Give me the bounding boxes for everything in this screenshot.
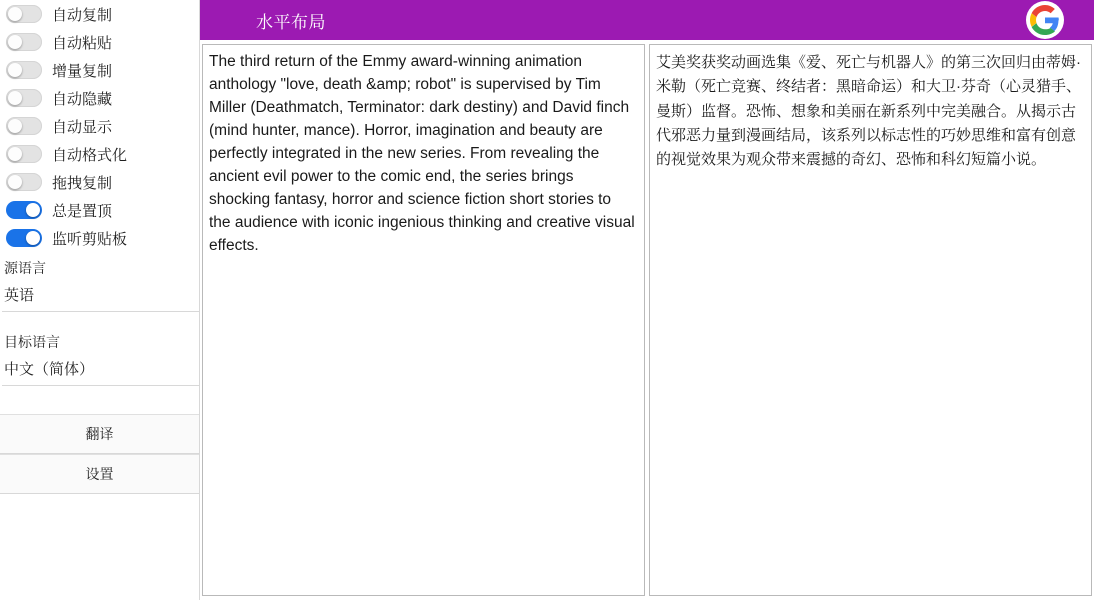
toggle-knob (26, 231, 40, 245)
target-text-pane[interactable] (649, 44, 1092, 596)
source-text-pane[interactable] (202, 44, 645, 596)
window-title: 水平布局 (256, 12, 326, 32)
toggle-label-incremental-copy: 增量复制 (52, 62, 113, 80)
translate-button[interactable]: 翻译 (0, 414, 199, 454)
source-language-block (0, 252, 199, 312)
spacer (0, 312, 199, 326)
toggle-row-incremental-copy[interactable] (0, 56, 199, 84)
titlebar (200, 0, 1094, 40)
translation-panes (200, 40, 1094, 600)
toggle-row-auto-hide[interactable] (0, 84, 199, 112)
toggle-row-always-on-top[interactable] (0, 196, 199, 224)
source-text[interactable]: The third return of the Emmy award-winning animation anthology "love, death &amp; robot" is supervised by Tim Miller (Deathmatch, Terminator: dark destiny) and David finch (mind hunter, mance). Horror, imagination and beauty are perfectly integrated in the new series. From revealing the ancient evil power to the comic end, the series brings shocking fantasy, horror and science fiction short stories to the audience with iconic ingenious thinking and creative visual effects. (209, 53, 639, 254)
toggle-knob (8, 175, 22, 189)
target-language-block (0, 326, 199, 386)
toggle-switch-auto-paste[interactable] (6, 33, 42, 51)
toggle-label-always-on-top: 总是置顶 (52, 202, 113, 220)
toggle-label-auto-hide: 自动隐藏 (52, 90, 113, 108)
settings-button[interactable]: 设置 (0, 454, 199, 494)
toggle-knob (26, 203, 40, 217)
toggle-label-auto-format: 自动格式化 (52, 146, 128, 164)
toggle-knob (8, 63, 22, 77)
toggle-knob (8, 35, 22, 49)
source-language-title: 源语言 (4, 260, 46, 276)
toggle-row-drag-copy[interactable] (0, 168, 199, 196)
toggle-switch-always-on-top[interactable] (6, 201, 42, 219)
toggle-label-drag-copy: 拖拽复制 (52, 174, 113, 192)
source-language-select[interactable]: 英语 (2, 280, 199, 312)
toggle-label-watch-clipboard: 监听剪贴板 (52, 230, 128, 248)
toggle-label-auto-show: 自动显示 (52, 118, 113, 136)
toggle-switch-auto-format[interactable] (6, 145, 42, 163)
toggle-row-watch-clipboard[interactable] (0, 224, 199, 252)
toggle-switch-drag-copy[interactable] (6, 173, 42, 191)
toggle-switch-auto-hide[interactable] (6, 89, 42, 107)
toggle-label-auto-copy: 自动复制 (52, 6, 113, 24)
toggle-switch-auto-copy[interactable] (6, 5, 42, 23)
target-language-select[interactable]: 中文（简体） (2, 354, 199, 386)
toggle-row-auto-copy[interactable] (0, 0, 199, 28)
toggle-knob (8, 147, 22, 161)
toggle-row-auto-show[interactable] (0, 112, 199, 140)
toggle-row-auto-format[interactable] (0, 140, 199, 168)
toggle-knob (8, 119, 22, 133)
target-text[interactable]: 艾美奖获奖动画选集《爱、死亡与机器人》的第三次回归由蒂姆·米勒（死亡竞赛、终结者：黑暗命运）和大卫·芬奇（心灵猎手、曼斯）监督。恐怖、想象和美丽在新系列中完美融合。从揭示古代邪恶力量到漫画结局，该系列以标志性的巧妙思维和富有创意的视觉效果为观众带来震撼的奇幻、恐怖和科幻短篇小说。 (656, 54, 1081, 169)
target-language-title: 目标语言 (4, 334, 60, 350)
sidebar (0, 0, 200, 600)
toggle-knob (8, 7, 22, 21)
toggle-knob (8, 91, 22, 105)
main-area (200, 0, 1094, 600)
toggle-switch-auto-show[interactable] (6, 117, 42, 135)
google-g-icon (1026, 1, 1064, 39)
toggle-row-auto-paste[interactable] (0, 28, 199, 56)
toggle-label-auto-paste: 自动粘贴 (52, 34, 113, 52)
toggle-switch-incremental-copy[interactable] (6, 61, 42, 79)
toggle-switch-watch-clipboard[interactable] (6, 229, 42, 247)
